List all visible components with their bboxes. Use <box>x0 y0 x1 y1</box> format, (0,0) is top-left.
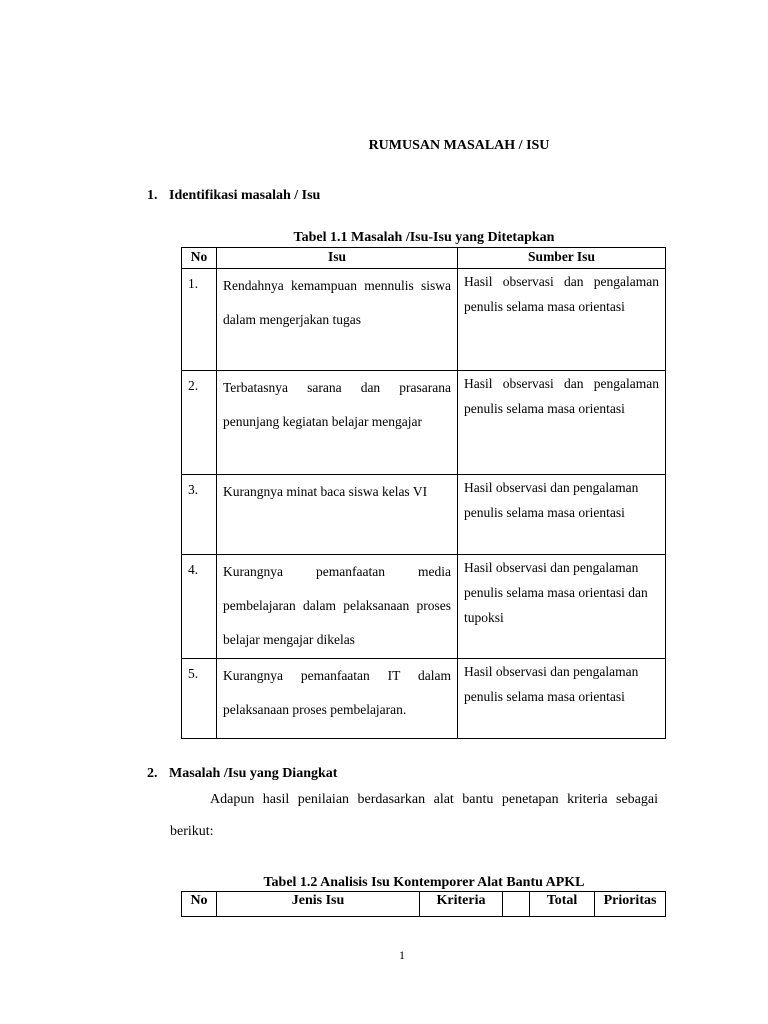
row-sumber: Hasil observasi dan pengalaman penulis selama masa orientasi <box>458 659 666 739</box>
table-2-header-kriteria: Kriteria <box>420 892 503 917</box>
table-row <box>182 555 666 659</box>
table-2-header-blank <box>503 892 530 917</box>
section-1-number: 1. <box>147 188 158 203</box>
section-2-paragraph <box>170 784 658 848</box>
table-1-header-row <box>182 248 666 269</box>
table-row <box>182 475 666 555</box>
section-1-title: Identifikasi masalah / Isu <box>169 188 321 203</box>
page-title: RUMUSAN MASALAH / ISU <box>368 138 550 153</box>
row-no: 5. <box>182 659 217 739</box>
row-sumber: Hasil observasi dan pengalaman penulis selama masa orientasi <box>458 269 666 371</box>
table-1-caption: Tabel 1.1 Masalah /Isu-Isu yang Ditetapkan <box>293 230 555 245</box>
row-isu: Kurangnya minat baca siswa kelas VI <box>217 475 458 555</box>
table-2 <box>181 891 666 917</box>
table-1 <box>181 247 666 739</box>
row-isu: Kurangnya pemanfaatan media pembelajaran dalam pelaksanaan proses belajar mengajar dikelas <box>217 555 458 659</box>
table-row <box>182 269 666 371</box>
table-2-caption: Tabel 1.2 Analisis Isu Kontemporer Alat Bantu APKL <box>263 875 585 890</box>
row-no: 1. <box>182 269 217 371</box>
row-isu: Rendahnya kemampuan mennulis siswa dalam mengerjakan tugas <box>217 269 458 371</box>
table-2-header-jenis-isu: Jenis Isu <box>217 892 420 917</box>
table-2-header-prioritas: Prioritas <box>595 892 666 917</box>
row-no: 4. <box>182 555 217 659</box>
row-isu: Terbatasnya sarana dan prasarana penunjang kegiatan belajar mengajar <box>217 371 458 475</box>
table-row <box>182 659 666 739</box>
section-2-title: Masalah /Isu yang Diangkat <box>169 766 338 781</box>
row-no: 2. <box>182 371 217 475</box>
row-isu: Kurangnya pemanfaatan IT dalam pelaksanaan proses pembelajaran. <box>217 659 458 739</box>
section-1-heading <box>147 188 320 204</box>
table-1-header-isu: Isu <box>217 248 458 269</box>
row-sumber: Hasil observasi dan pengalaman penulis selama masa orientasi <box>458 371 666 475</box>
paragraph-text: Adapun hasil penilaian berdasarkan alat bantu penetapan kriteria sebagai berikut: <box>170 792 658 839</box>
section-2-heading <box>147 766 337 782</box>
row-no: 3. <box>182 475 217 555</box>
table-1-header-no: No <box>182 248 217 269</box>
table-row <box>182 371 666 475</box>
table-2-header-total: Total <box>530 892 595 917</box>
table-2-header-row <box>182 892 666 917</box>
table-2-header-no: No <box>182 892 217 917</box>
row-sumber: Hasil observasi dan pengalaman penulis selama masa orientasi <box>458 475 666 555</box>
table-1-header-sumber: Sumber Isu <box>458 248 666 269</box>
section-2-number: 2. <box>147 766 158 781</box>
row-sumber: Hasil observasi dan pengalaman penulis selama masa orientasi dan tupoksi <box>458 555 666 659</box>
page-number: 1 <box>399 948 405 962</box>
